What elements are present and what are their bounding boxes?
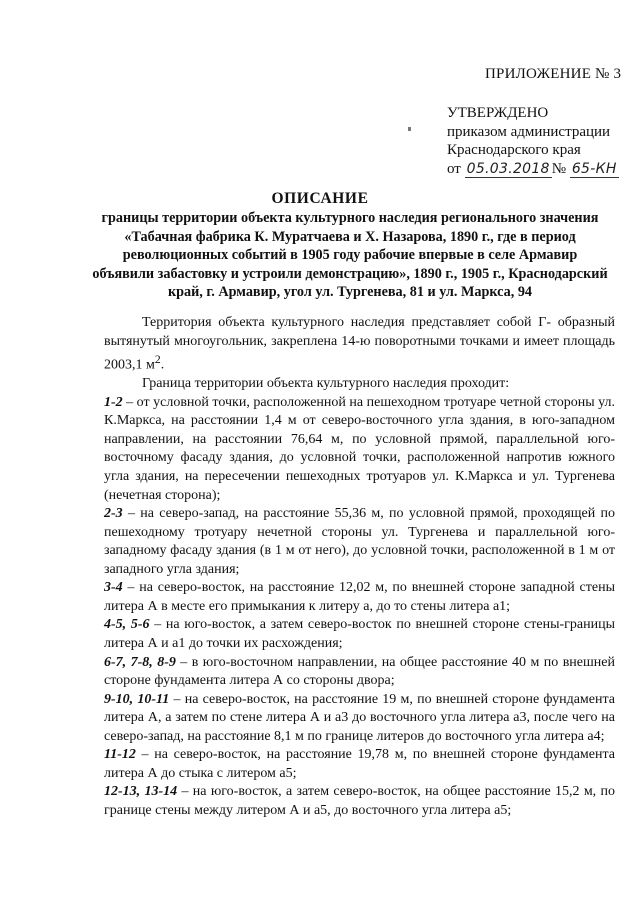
segment-text: – на северо-восток, на расстояние 19 м, по внешней стороне фундамента литера А, а затем по стене литера А и а3 до восточного угла литера а3, после чего на северо-запад, на расстояние 8,1 м по границе литеров до восточного угла литера а4; <box>104 691 615 744</box>
area-unit-exponent: 2 <box>154 353 161 367</box>
document-body <box>104 314 615 820</box>
scan-mark <box>408 127 411 131</box>
boundary-segment <box>104 579 615 616</box>
intro-text: Территория объекта культурного наследия представляет собой Г- образный вытянутый многоугольник, закреплена 14-ю поворотными точками и имеет площадь 2003,1 м <box>104 315 615 373</box>
boundary-intro: Граница территории объекта культурного наследия проходит: <box>142 376 510 392</box>
order-line-2: Краснодарского края <box>447 142 581 158</box>
segment-points: 1-2 <box>104 394 123 410</box>
boundary-segment <box>104 616 615 653</box>
boundary-segment <box>104 783 615 820</box>
date-prefix: от <box>447 160 461 177</box>
segment-points: 12-13, 13-14 <box>104 784 178 800</box>
intro-end: . <box>160 357 165 373</box>
segment-text: – от условной точки, расположенной на пешеходном тротуаре четной стороны ул. К.Маркса, на расстоянии 1,4 м от северо-восточного угла здания, в юго-западном направлении, на расстоянии 76,64 м, по условной прямой, параллельной юго-восточному фасаду здания, до условной точки, расположенной напротив южного угла здания, на пересечении пешеходных тротуаров ул. К.Маркса и ул. Тургенева (нечетная сторона); <box>104 394 615 503</box>
segment-points: 4-5, 5-6 <box>104 617 150 633</box>
intro-paragraph <box>104 314 615 375</box>
segment-text: – на северо-восток, на расстояние 19,78 м, по внешней стороне фундамента литера А до стыка с литером а5; <box>104 747 615 781</box>
segment-text: – на северо-запад, на расстояние 55,36 м, по условной прямой, проходящей по пешеходному тротуару нечетной стороны ул. Тургенева и параллельной юго-западному фасаду здания (в 1 м от него), до условной точки, расположенной в 1 м от западного угла здания; <box>104 506 615 577</box>
number-sign: № <box>551 160 567 177</box>
segment-points: 3-4 <box>104 580 123 596</box>
segment-points: 2-3 <box>104 506 123 522</box>
approved-label: УТВЕРЖДЕНО <box>447 105 549 121</box>
order-line-1: приказом администрации <box>447 123 611 140</box>
boundary-segment <box>104 691 615 747</box>
approval-block <box>447 104 637 178</box>
segment-text: – на юго-восток, а затем северо-восток по внешней стороне стены-границы литера А и а1 до точки их расхождения; <box>104 617 615 651</box>
segment-points: 6-7, 7-8, 8-9 <box>104 654 176 670</box>
handwritten-order-number: 65-КН <box>571 160 617 177</box>
boundary-segment <box>104 394 615 505</box>
boundary-segment <box>104 746 615 783</box>
boundary-segment <box>104 505 615 579</box>
segment-text: – на северо-восток, на расстояние 12,02 м, по внешней стороне западной стены литера А в месте его примыкания к литеру а, до то стены литера а1; <box>104 580 615 614</box>
segment-points: 11-12 <box>104 747 136 763</box>
segment-text: – на юго-восток, а затем северо-восток, на общее расстояние 15,2 м, по границе стены между литером А и а5, до восточного угла литера а5; <box>104 784 615 818</box>
segment-text: – в юго-восточном направлении, на общее расстояние 40 м по внешней стороне фундамента литера А со стороны двора; <box>104 654 615 689</box>
document-subtitle: границы территории объекта культурного наследия регионального значения «Табачная фабрика К. Муратчаева и Х. Назарова, 1890 г., где в период революционных событий в 1905 году рабочие впервые в селе Армавир объявили забастовку и устроили демонстрацию», 1890 г., 1905 г., Краснодарский край, г. Армавир, угол ул. Тургенева, 81 и ул. Маркса, 94 <box>92 210 608 300</box>
document-title: ОПИСАНИЕ <box>271 190 369 207</box>
appendix-number: ПРИЛОЖЕНИЕ № 3 <box>485 66 622 82</box>
order-date-line <box>447 160 637 179</box>
segment-points: 9-10, 10-11 <box>104 691 170 707</box>
handwritten-date: 05.03.2018 <box>466 160 550 177</box>
boundary-segment <box>104 654 615 691</box>
